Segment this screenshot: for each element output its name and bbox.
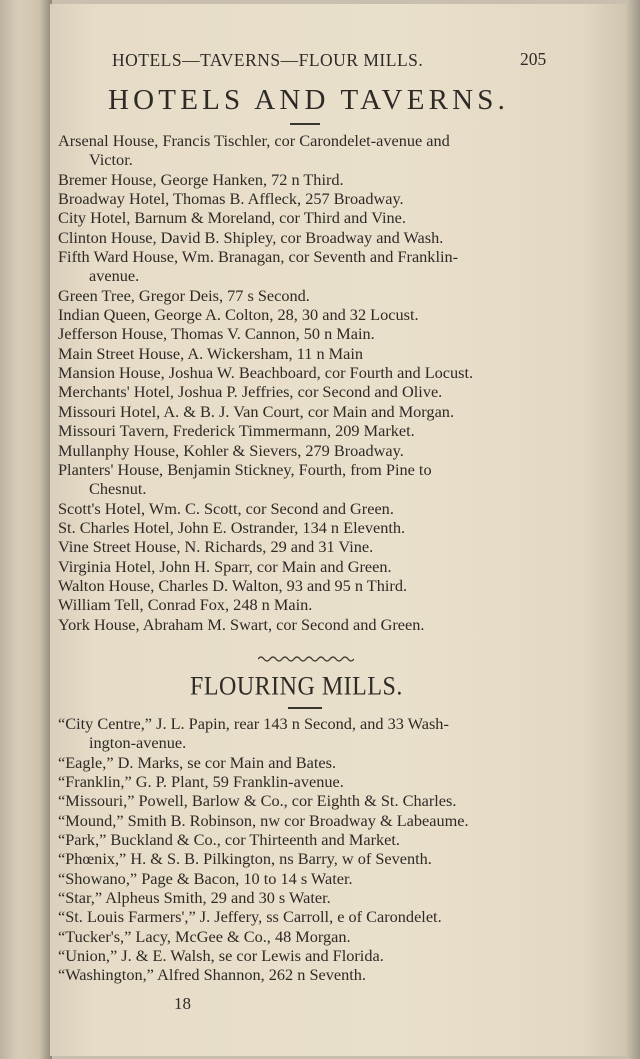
- list-item: “Franklin,” G. P. Plant, 59 Franklin-avenue.: [58, 772, 344, 792]
- list-item-continuation: Victor.: [89, 150, 133, 170]
- list-item: “St. Louis Farmers',” J. Jeffery, ss Carroll, e of Carondelet.: [58, 907, 442, 927]
- list-item: “Eagle,” D. Marks, se cor Main and Bates.: [58, 752, 337, 772]
- title-rule: [290, 123, 320, 125]
- page-edge: [626, 0, 640, 1059]
- title-rule: [288, 707, 322, 709]
- wavy-ornament: [258, 654, 354, 664]
- hotels-list: [58, 131, 473, 634]
- list-item: City Hotel, Barnum & Moreland, cor Third and Vine.: [58, 208, 406, 228]
- list-item: “Showano,” Page & Bacon, 10 to 14 s Water.: [58, 868, 353, 888]
- list-item: “Washington,” Alfred Shannon, 262 n Seventh.: [58, 965, 366, 985]
- list-item: Green Tree, Gregor Deis, 77 s Second.: [58, 285, 310, 305]
- list-item: “City Centre,” J. L. Papin, rear 143 n Second, and 33 Wash-: [58, 714, 449, 733]
- book-gutter: [0, 0, 52, 1059]
- list-item-continuation: avenue.: [89, 266, 140, 286]
- list-item: Indian Queen, George A. Colton, 28, 30 and 32 Locust.: [58, 305, 419, 325]
- list-item: Jefferson House, Thomas V. Cannon, 50 n Main.: [58, 324, 375, 344]
- flouring-mills-list: [58, 714, 469, 985]
- list-item: Planters' House, Benjamin Stickney, Fourth, from Pine to: [58, 459, 432, 479]
- section-title-flouring-mills: FLOURING MILLS.: [190, 672, 403, 702]
- list-item-continuation: ington-avenue.: [89, 733, 187, 753]
- list-item: “Park,” Buckland & Co., cor Thirteenth and Market.: [58, 830, 400, 850]
- list-item: “Star,” Alpheus Smith, 29 and 30 s Water.: [58, 888, 331, 908]
- list-item: “Mound,” Smith B. Robinson, nw cor Broadway & Labeaume.: [58, 810, 469, 830]
- list-item: Arsenal House, Francis Tischler, cor Carondelet-avenue and: [58, 131, 450, 150]
- running-head: HOTELS—TAVERNS—FLOUR MILLS.: [112, 50, 424, 70]
- list-item: Missouri Hotel, A. & B. J. Van Court, cor Main and Morgan.: [58, 401, 455, 421]
- list-item: St. Charles Hotel, John E. Ostrander, 134 n Eleventh.: [58, 517, 406, 537]
- list-item: Main Street House, A. Wickersham, 11 n Main: [58, 343, 364, 363]
- list-item: Vine Street House, N. Richards, 29 and 31 Vine.: [58, 537, 374, 557]
- list-item: Mansion House, Joshua W. Beachboard, cor Fourth and Locust.: [58, 363, 474, 383]
- list-item: Walton House, Charles D. Walton, 93 and 95 n Third.: [58, 575, 408, 595]
- list-item: William Tell, Conrad Fox, 248 n Main.: [58, 595, 313, 615]
- list-item: “Missouri,” Powell, Barlow & Co., cor Eighth & St. Charles.: [58, 791, 457, 811]
- list-item: Mullanphy House, Kohler & Sievers, 279 Broadway.: [58, 440, 404, 460]
- list-item-continuation: Chesnut.: [89, 479, 147, 499]
- list-item: Bremer House, George Hanken, 72 n Third.: [58, 169, 344, 189]
- list-item: Clinton House, David B. Shipley, cor Broadway and Wash.: [58, 227, 444, 247]
- list-item: Broadway Hotel, Thomas B. Affleck, 257 Broadway.: [58, 189, 404, 209]
- signature-mark: 18: [174, 994, 191, 1013]
- section-title-hotels: HOTELS AND TAVERNS.: [108, 84, 510, 116]
- page-number: 205: [520, 49, 547, 69]
- list-item: Scott's Hotel, Wm. C. Scott, cor Second and Green.: [58, 498, 394, 518]
- list-item: Merchants' Hotel, Joshua P. Jeffries, cor Second and Olive.: [58, 382, 443, 402]
- list-item: “Phœnix,” H. & S. B. Pilkington, ns Barry, w of Seventh.: [58, 849, 432, 869]
- list-item: Fifth Ward House, Wm. Branagan, cor Seventh and Franklin-: [58, 247, 459, 267]
- list-item: “Tucker's,” Lacy, McGee & Co., 48 Morgan.: [58, 926, 351, 946]
- list-item: York House, Abraham M. Swart, cor Second and Green.: [58, 614, 425, 634]
- list-item: Virginia Hotel, John H. Sparr, cor Main and Green.: [58, 556, 392, 576]
- list-item: “Union,” J. & E. Walsh, se cor Lewis and Florida.: [58, 946, 384, 966]
- list-item: Missouri Tavern, Frederick Timmermann, 209 Market.: [58, 421, 415, 441]
